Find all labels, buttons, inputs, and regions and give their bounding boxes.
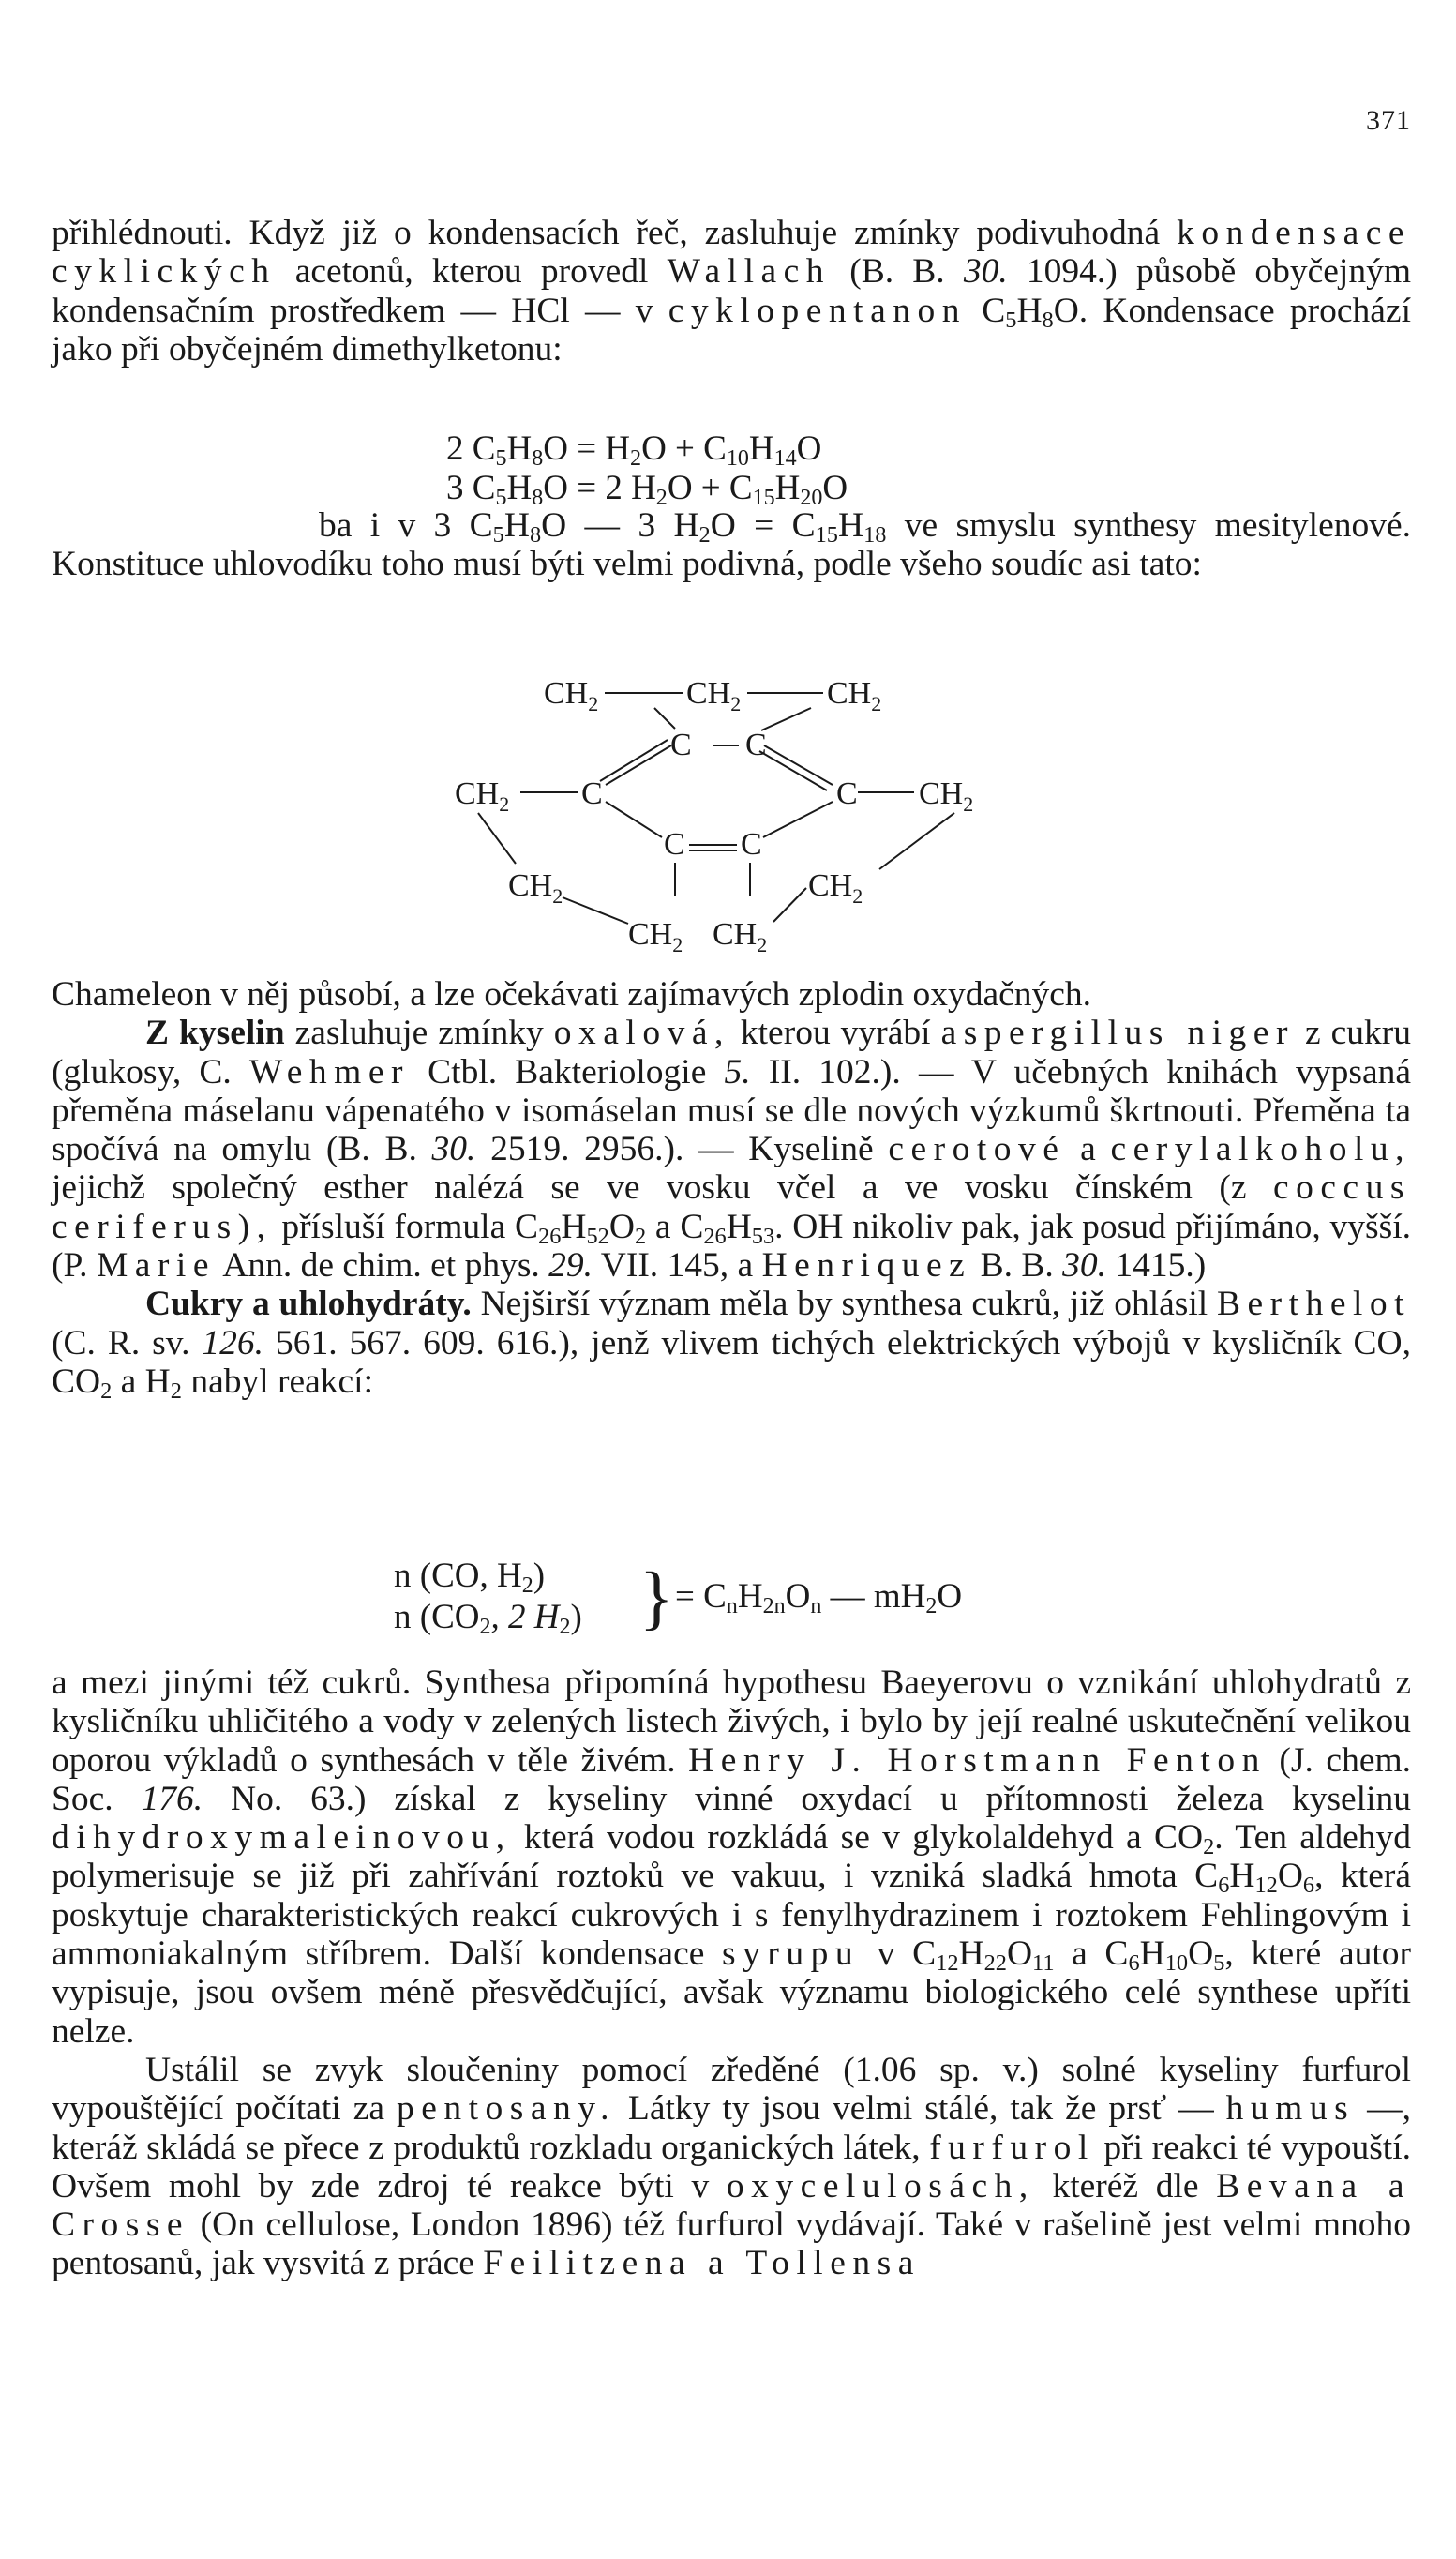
atom-ch2-bottom-right: $CH_2$ bbox=[713, 917, 768, 952]
atom-ch2-top-right: $CH_2$ bbox=[827, 676, 882, 715]
text-block-mesitylen bbox=[52, 506, 1411, 584]
atom-ch2-bottom-left: $CH_2$ bbox=[628, 917, 683, 952]
atom-c-right: C bbox=[836, 776, 858, 811]
paragraph-cukry: Cukry a uhlohydráty. Nejširší význam měla by synthesa cukrů, již ohlásil Berthelot (C. R. sv. 126. 561. 567. 609. 616.), jenž vlivem tichých elektrických výbojů v kysličník CO, $CO_2$ a $H_2$ nabyl reakcí: bbox=[52, 1285, 1412, 1405]
atom-ch2-lower-left: $CH_2$ bbox=[508, 868, 563, 908]
atom-c-left: C bbox=[581, 776, 603, 811]
atom-ch2-left: $CH_2$ bbox=[455, 776, 510, 816]
structural-formula-diagram bbox=[441, 670, 1022, 952]
paragraph-chameleon: Chameleon v něj působí, a lze očekávati zajímavých zplodin oxydačných. bbox=[52, 975, 1091, 1014]
formula-brace: } bbox=[639, 1558, 674, 1637]
atom-ch2-top-mid: $CH_2$ bbox=[686, 676, 742, 715]
paragraph-kyseliny: Z kyselin zasluhuje zmínky oxalová, kterou vyrábí aspergillus niger z cukru (glukosy, C. Wehmer Ctbl. Bakteriologie 5. II. 102.). — V učebných knihách vypsaná přeměna máselanu vápenatého v isomáselan musí se dle nových výzkumů škrtnouti. Přeměna ta spočívá na omylu (B. B. 30. 2519. 2956.). — Kyselině cerotové a cerylalkoholu, jejichž společný esther nalézá se ve vosku včel a ve vosku čínském (z coccus ceriferus), přísluší formula $C_{26}H_{52}O_2$ a $C_{26}H_{53}$. OH nikoliv pak, jak posud přijímáno, vyšší. (P. Marie Ann. de chim. et phys. 29. VII. 145, a Henriquez B. B. 30. 1415.) bbox=[52, 1014, 1412, 1286]
atom-ch2-lower-right: $CH_2$ bbox=[808, 868, 863, 908]
atom-c-upper-right: C bbox=[745, 728, 767, 762]
sugar-synthesis-formula bbox=[394, 1557, 1106, 1647]
formula-line-1: 2 $C_5H_8O = H_2O + C_{10}H_{14}O$ bbox=[446, 429, 822, 471]
paragraph-synthesa: a mezi jinými též cukrů. Synthesa připomíná hypothesu Baeyerovu o vznikání uhlohydratů z kysličníku uhličitého a vody v zelených listech živých, i bylo by její realné uskutečnění velikou oporou výkladů o synthesách v těle živém. Henry J. Horstmann Fenton (J. chem. Soc. 176. No. 63.) získal z kyseliny vinné oxydací u přítomnosti železa kyselinu dihydroxymaleinovou, která vodou rozkládá se v glykolaldehyd a $CO_2$. Ten aldehyd polymerisuje se již při zahřívání roztoků ve vakuu, i vzniká sladká hmota $C_6H_{12}O_6$, která poskytuje charakteristických reakcí cukrových i s fenylhydrazinem i roztokem Fehlingovým i ammoniakalným stříbrem. Další kondensace syrupu v $C_{12}H_{22}O_{11}$ a $C_6H_{10}O_5$, které autor vypisuje, jsou ovšem méně přesvědčující, avšak významu biologického celé synthese upříti nelze. bbox=[52, 1663, 1412, 2051]
paragraph-kondensace: přihlédnouti. Když již o kondensacích řeč, zasluhuje zmínky podivuhodná kondensace cyklických acetonů, kterou provedl Wallach (B. B. 30. 1094.) působě obyčejným kondensačním prostředkem — HCl — v cyklopentanon $C_5H_8O$. Kondensace prochází jako při obyčejném dimethylketonu: bbox=[52, 214, 1412, 369]
structure-atoms bbox=[455, 676, 973, 952]
atom-ch2-top-left: $CH_2$ bbox=[544, 676, 599, 715]
page-number: 371 bbox=[1366, 105, 1411, 136]
formula-left-line-2: n ($CO_2$, 2 $H_2$) bbox=[394, 1598, 582, 1639]
paragraph-mesitylen: ba i v 3 $C_5H_8O$ — 3 $H_2O = C_{15}H_{18}$ ve smyslu synthesy mesitylenové. Konstituce uhlovodíku toho musí býti velmi podivná, podle všeho soudíc asi tato: bbox=[52, 506, 1411, 584]
reaction-formulas bbox=[446, 429, 848, 508]
text-block-3 bbox=[52, 1663, 1411, 2283]
text-block-1 bbox=[52, 214, 1411, 369]
atom-c-lower-right: C bbox=[741, 827, 762, 862]
atom-c-upper-left: C bbox=[670, 728, 692, 762]
paragraph-pentosany: Ustálil se zvyk sloučeniny pomocí zředěné (1.06 sp. v.) solné kyseliny furfurol vypouštějící počítati za pentosany. Látky ty jsou velmi stálé, tak že prsť — humus —, kteráž skládá se přece z produktů rozkladu organických látek, furfurol při reakci té vypouští. Ovšem mohl by zde zdroj té reakce býti v oxycelulosách, kteréž dle Bevana a Crosse (On cellulose, London 1896) též furfurol vydávají. Také v rašelině jest velmi mnoho pentosanů, jak vysvitá z práce Feilitzena a Tollensa bbox=[52, 2050, 1412, 2283]
formula-right-side: = $C_nH_{2n}O_n$ — $mH_2O$ bbox=[675, 1577, 963, 1618]
formula-left-line-1: n (CO, $H_2$) bbox=[394, 1557, 546, 1598]
atom-c-lower-left: C bbox=[664, 827, 685, 862]
formula-line-2: 3 $C_5H_8O = 2$ $H_2O + C_{15}H_{20}O$ bbox=[446, 469, 848, 510]
atom-ch2-right: $CH_2$ bbox=[919, 776, 974, 816]
text-block-2 bbox=[52, 975, 1412, 1405]
